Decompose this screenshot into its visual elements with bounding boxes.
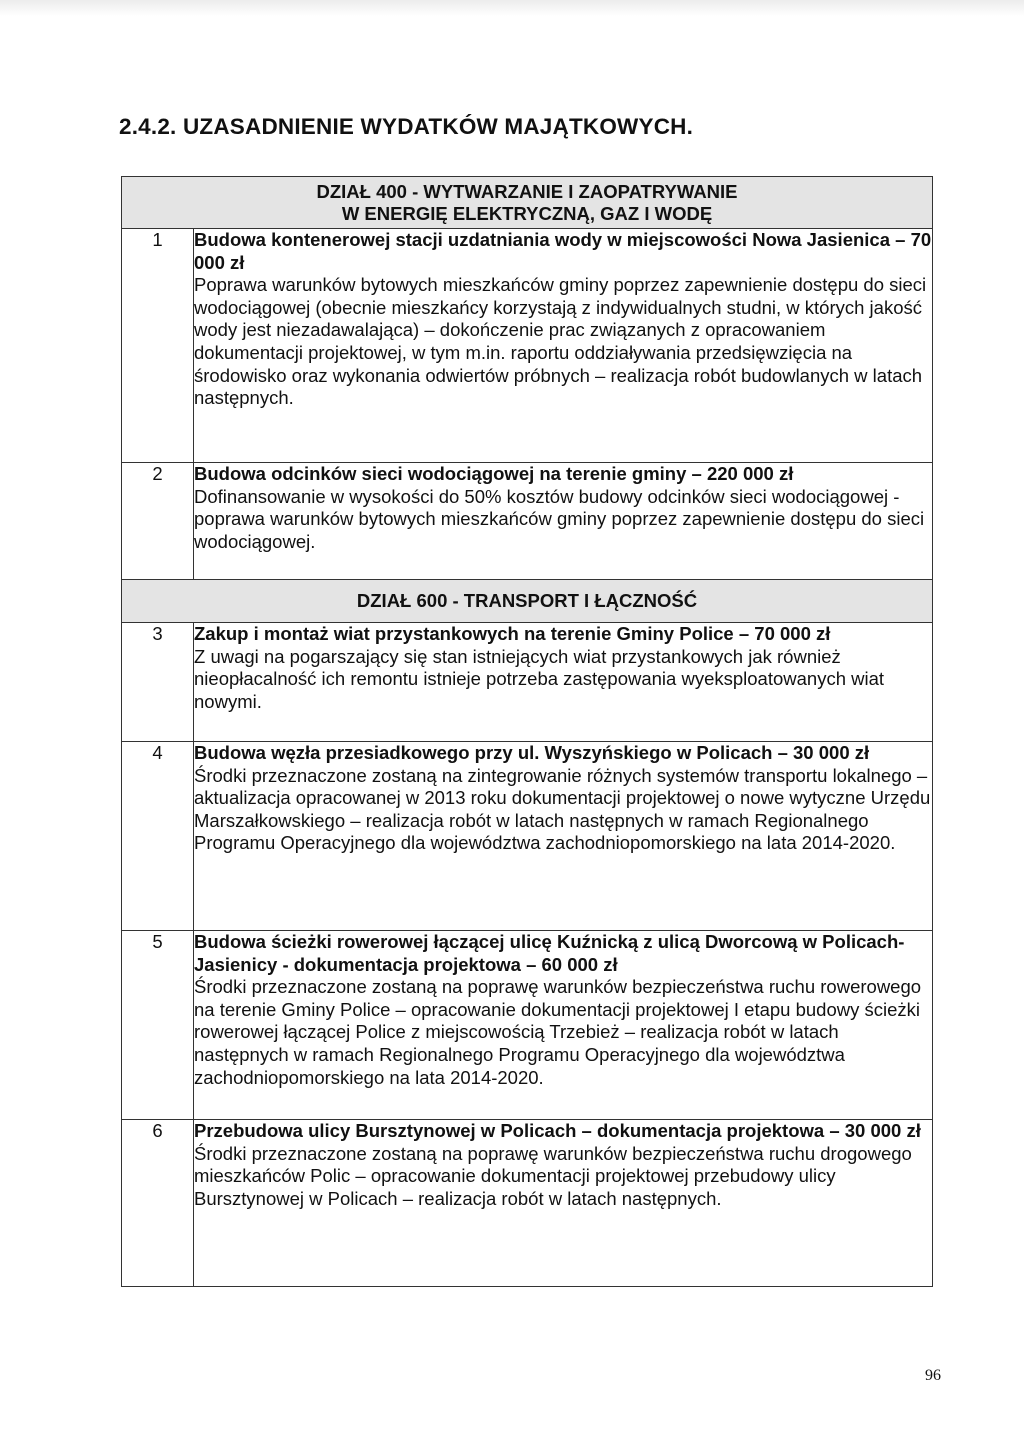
item-title: Budowa kontenerowej stacji uzdatniania wody w miejscowości Nowa Jasienica – 70 000 zł (194, 229, 932, 273)
item-text: Poprawa warunków bytowych mieszkańców gminy poprzez zapewnienie dostępu do sieci wodociągowej (obecnie mieszkańcy korzystają z indywidualnych studni, w których jakość wody jest niezadawalająca) – dokończenie prac związanych z opracowaniem dokumentacji projektowej, w tym m.in. raportu oddziaływania przedsięwzięcia na środowisko oraz wykonania odwiertów próbnych – realizacja robót budowlanych w latach następnych. (194, 274, 927, 409)
item-number: 4 (122, 742, 194, 931)
item-title: Budowa węzła przesiadkowego przy ul. Wyszyńskiego w Policach – 30 000 zł (194, 742, 870, 763)
section-row-600 (122, 580, 933, 623)
section-heading-line: W ENERGIĘ ELEKTRYCZNĄ, GAZ I WODĘ (341, 203, 713, 224)
item-description (194, 463, 933, 580)
item-number: 5 (122, 931, 194, 1120)
section-row-400 (122, 177, 933, 229)
item-description (194, 623, 933, 742)
item-description (194, 229, 933, 463)
item-description (194, 1120, 933, 1287)
item-text: Środki przeznaczone zostaną na poprawę warunków bezpieczeństwa ruchu drogowego mieszkańców Polic – opracowanie dokumentacji projektowej przebudowy ulicy Bursztynowej w Policach – realizacja robót w latach następnych. (194, 1142, 912, 1209)
item-title: Zakup i montaż wiat przystankowych na terenie Gminy Police – 70 000 zł (194, 623, 831, 644)
section-heading-line: DZIAŁ 400 - WYTWARZANIE I ZAOPATRYWANIE (316, 181, 738, 202)
table-row (122, 623, 933, 742)
table-row (122, 229, 933, 463)
scan-edge (0, 0, 1024, 16)
item-number: 1 (122, 229, 194, 463)
page-title: 2.4.2. UZASADNIENIE WYDATKÓW MAJĄTKOWYCH. (119, 114, 694, 139)
item-text: Środki przeznaczone zostaną na zintegrowanie różnych systemów transportu lokalnego – aktualizacja opracowanej w 2013 roku dokumentacji projektowej o nowe wytyczne Urzędu Marszałkowskiego – realizacja robót w latach następnych w ramach Regionalnego Programu Operacyjnego dla województwa zachodniopomorskiego na lata 2014-2020. (194, 764, 931, 854)
table-row (122, 931, 933, 1120)
item-number: 3 (122, 623, 194, 742)
table-row (122, 1120, 933, 1287)
item-description (194, 742, 933, 931)
table-row (122, 463, 933, 580)
item-title: Przebudowa ulicy Bursztynowej w Policach – dokumentacja projektowa – 30 000 zł (194, 1120, 921, 1141)
section-heading (122, 580, 933, 623)
expenditure-table (121, 176, 933, 1287)
table-row (122, 742, 933, 931)
item-title: Budowa odcinków sieci wodociągowej na terenie gminy – 220 000 zł (194, 463, 794, 484)
item-description (194, 931, 933, 1120)
item-text: Środki przeznaczone zostaną na poprawę warunków bezpieczeństwa ruchu rowerowego na terenie Gminy Police – opracowanie dokumentacji projektowej I etapu budowy ścieżki rowerowej łączącej Police z miejscowością Trzebież – realizacja robót w latach następnych w ramach Regionalnego Programu Operacyjnego dla województwa zachodniopomorskiego na lata 2014-2020. (194, 976, 922, 1088)
item-number: 6 (122, 1120, 194, 1287)
item-title: Budowa ścieżki rowerowej łączącej ulicę Kuźnicką z ulicą Dworcową w Policach-Jasienicy - dokumentacja projektowa – 60 000 zł (194, 931, 905, 975)
item-number: 2 (122, 463, 194, 580)
item-text: Dofinansowanie w wysokości do 50% kosztów budowy odcinków sieci wodociągowej - poprawa warunków bytowych mieszkańców gminy poprzez zapewnienie dostępu do sieci wodociągowej. (194, 485, 925, 552)
section-heading (122, 177, 933, 229)
item-text: Z uwagi na pogarszający się stan istniejących wiat przystankowych jak również nieopłacalność ich remontu istnieje potrzeba zastępowania wyeksploatowanych wiat nowymi. (194, 645, 885, 712)
section-heading-line: DZIAŁ 600 - TRANSPORT I ŁĄCZNOŚĆ (356, 590, 698, 611)
page-number: 96 (925, 1367, 941, 1384)
